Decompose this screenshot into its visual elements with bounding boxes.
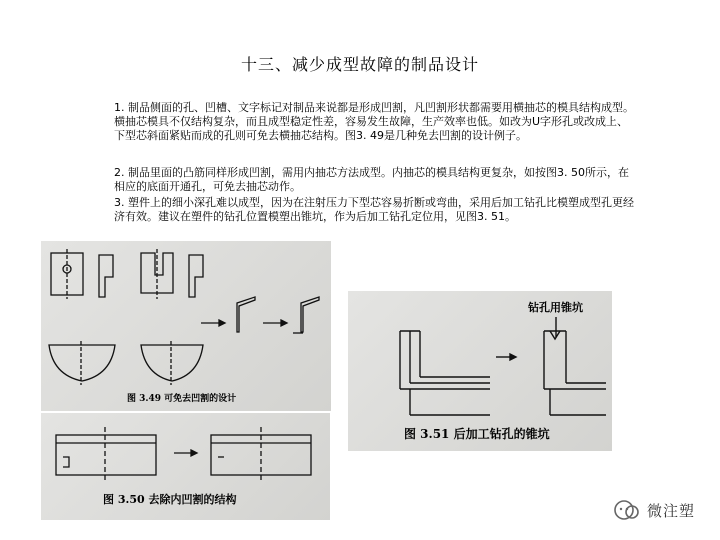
figure-3-50-caption: 图 3.50 去除内凹割的结构	[103, 493, 237, 506]
paragraph-3: 3. 塑件上的细小深孔难以成型，因为在注射压力下型芯容易折断或弯曲，采用后加工钻孔比模塑成型孔更经济有效。建议在塑件的钻孔位置模塑出锥坑，作为后加工钻孔定位用，见图3. 51。	[114, 196, 634, 223]
watermark-text: 微注塑	[647, 502, 696, 520]
figure-3-50	[41, 413, 330, 520]
figure-3-51	[348, 291, 612, 451]
wechat-icon	[612, 498, 642, 522]
figure-3-51-caption: 图 3.51 后加工钻孔的锥坑	[404, 427, 550, 441]
paragraph-1: 1. 制品侧面的孔、凹槽、文字标记对制品来说都是形成凹割，凡凹割形状都需要用横抽芯的模具结构成型。横抽芯模具不仅结构复杂，而且成型稳定性差，容易发生故障，生产效率也低。如改为U字形孔或改成上、下型芯斜面紧贴而成的孔则可免去横抽芯结构。图3. 49是几种免去凹割的设计例子。	[114, 101, 634, 142]
figure-3-49-caption: 图 3.49 可免去凹割的设计	[127, 394, 237, 404]
figure-3-49	[41, 241, 331, 411]
watermark	[612, 498, 717, 522]
page-title: 十三、减少成型故障的制品设计	[240, 55, 479, 74]
figure-3-51-label: 钻孔用锥坑	[528, 301, 583, 314]
paragraph-2: 2. 制品里面的凸筋同样形成凹割，需用内抽芯方法成型。内抽芯的模具结构更复杂，如按图3. 50所示，在相应的底面开通孔，可免去抽芯动作。	[114, 166, 629, 193]
figure-3-49-drawing	[41, 241, 331, 411]
